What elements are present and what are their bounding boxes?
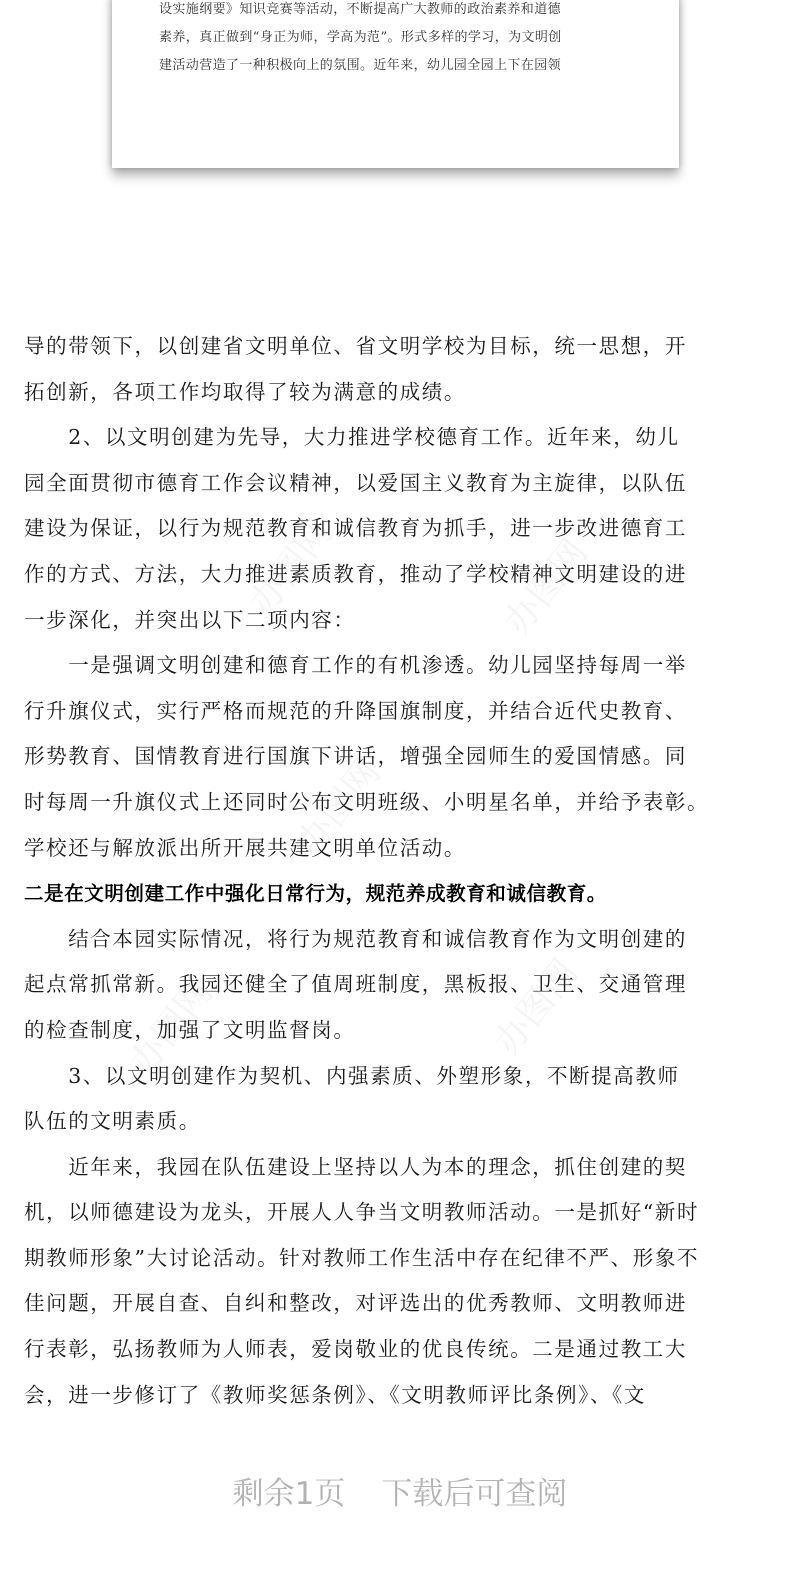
body-line: 期教师形象”大讨论活动。针对教师工作生活中存在纪律不严、形象不 [24, 1245, 700, 1270]
body-line: 行升旗仪式，实行严格而规范的升降国旗制度，并结合近代史教育、 [24, 698, 687, 723]
page-preview-card [112, 0, 679, 168]
body-line: 会，进一步修订了《教师奖惩条例》、《文明教师评比条例》、《文 [24, 1382, 646, 1407]
body-line: 2、以文明创建为先导，大力推进学校德育工作。近年来，幼儿 [24, 425, 680, 450]
body-line: 导的带领下，以创建省文明单位、省文明学校为目标，统一思想，开 [24, 334, 687, 358]
preview-text [159, 0, 639, 80]
body-line: 形势教育、国情教育进行国旗下讲话，增强全园师生的爱国情感。同 [24, 744, 687, 769]
body-line: 佳问题，开展自查、自纠和整改，对评选出的优秀教师、文明教师进 [24, 1291, 687, 1316]
body-line: 结合本园实际情况，将行为规范教育和诚信教育作为文明创建的 [24, 926, 687, 951]
preview-line: 建活动营造了一种积极向上的氛围。近年来，幼儿园全园上下在园领 [159, 58, 562, 73]
preview-line: 素养，真正做到“身正为师，学高为范”。形式多样的学习，为文明创 [159, 30, 562, 45]
body-line: 3、以文明创建作为契机、内强素质、外塑形象，不断提高教师 [24, 1063, 680, 1088]
body-line: 学校还与解放派出所开展共建文明单位活动。 [24, 835, 466, 860]
remaining-pages-label: 剩余1页 [232, 1476, 346, 1512]
body-line: 队伍的文明素质。 [24, 1109, 201, 1134]
download-to-view-label[interactable]: 下载后可查阅 [381, 1476, 568, 1512]
download-prompt[interactable] [0, 1468, 800, 1513]
body-line: 机，以师德建设为龙头，开展人人争当文明教师活动。一是抓好“新时 [24, 1200, 700, 1225]
body-line: 近年来，我园在队伍建设上坚持以人为本的理念，抓住创建的契 [24, 1154, 687, 1179]
body-line: 拓创新，各项工作均取得了较为满意的成绩。 [24, 379, 466, 404]
body-line: 园全面贯彻市德育工作会议精神，以爱国主义教育为主旋律，以队伍 [24, 470, 687, 495]
body-line: 作的方式、方法，大力推进素质教育，推动了学校精神文明建设的进 [24, 561, 687, 586]
preview-line: 设实施纲要》知识竞赛等活动，不断提高广大教师的政治素养和道德 [159, 2, 562, 17]
body-line: 建设为保证，以行为规范教育和诚信教育为抓手，进一步改进德育工 [24, 516, 687, 541]
body-line: 时每周一升旗仪式上还同时公布文明班级、小明星名单，并给予表彰。 [24, 789, 710, 814]
body-line: 的检查制度，加强了文明监督岗。 [24, 1017, 356, 1042]
body-heading-line: 二是在文明创建工作中强化日常行为，规范养成教育和诚信教育。 [24, 882, 607, 906]
body-line: 一是强调文明创建和德育工作的有机渗透。幼儿园坚持每周一举 [24, 653, 687, 678]
body-line: 一步深化，并突出以下二项内容： [24, 607, 356, 632]
body-line: 行表彰，弘扬教师为人师表，爱岗敬业的优良传统。二是通过教工大 [24, 1337, 687, 1362]
body-line: 起点常抓常新。我园还健全了值周班制度，黑板报、卫生、交通管理 [24, 972, 687, 997]
document-body [24, 324, 794, 1418]
